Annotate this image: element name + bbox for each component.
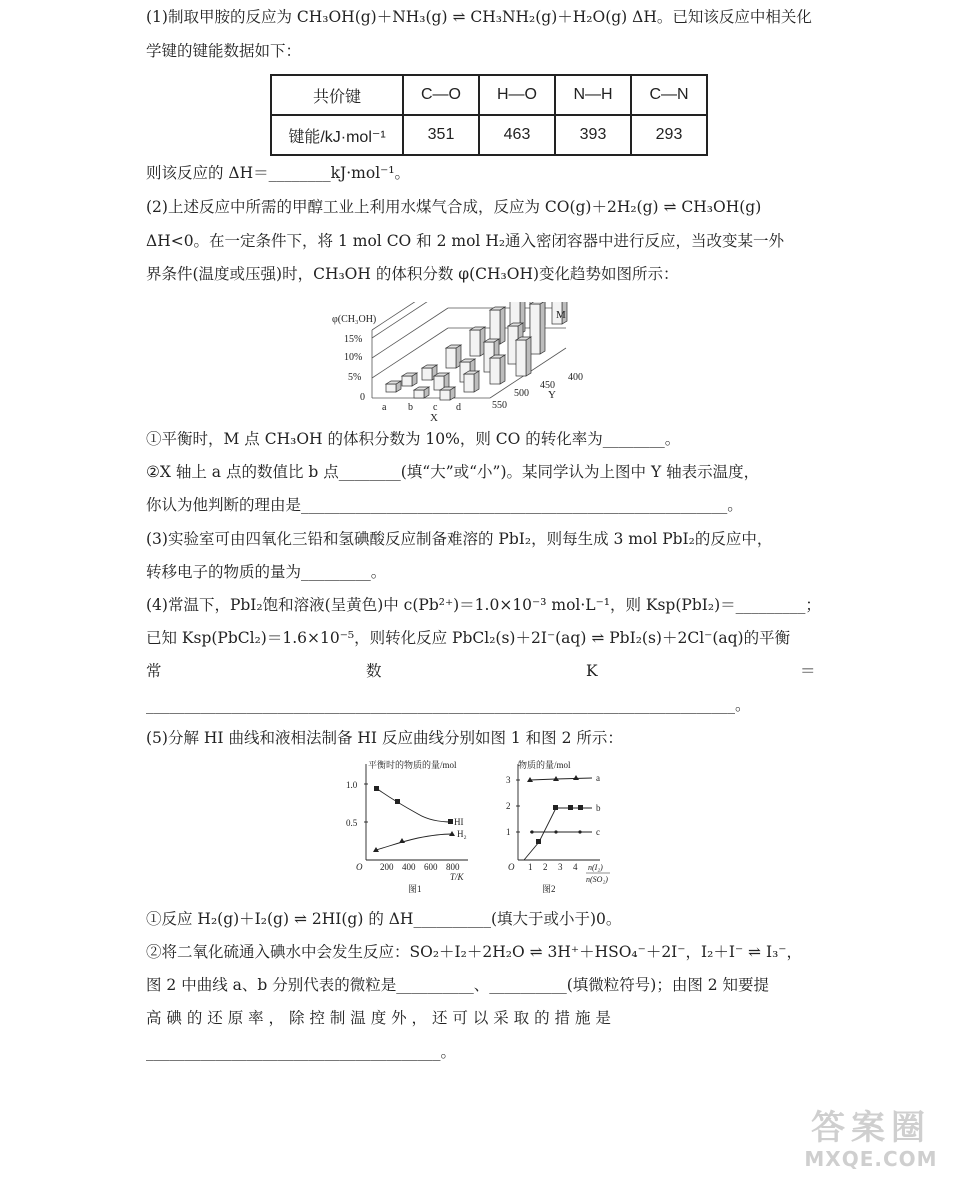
series-label-a: a (596, 773, 600, 783)
y-tick-label: 10% (344, 352, 363, 363)
figure-1-chart (340, 758, 475, 898)
q5-sub2d: ______________________________________。 (146, 1043, 457, 1061)
series-label-hi: HI (454, 817, 464, 827)
origin-label: O (356, 862, 363, 872)
y-axis-label: 平衡时的物质的量/mol (368, 760, 457, 770)
bar-3d-side (500, 355, 505, 384)
q4-line1: (4)常温下，PbI₂饱和溶液(呈黄色)中 c(Pb²⁺)＝1.0×10⁻³ mol·L⁻¹，则 Ksp(PbI₂)＝_________； (146, 596, 821, 614)
c-marker (530, 830, 533, 833)
series-label-c: c (596, 827, 600, 837)
q3-line1: (3)实验室可由四氧化三铅和氢碘酸反应制备难溶的 PbI₂，则每生成 3 mol PbI₂的反应中， (146, 530, 773, 548)
bar-3d (386, 384, 396, 392)
figure-caption: 图2 (542, 884, 556, 894)
q1-line3: 则该反应的 ΔH＝________kJ·mol⁻¹。 (146, 164, 411, 182)
watermark-logo (796, 1108, 946, 1174)
table-cell: 463 (479, 115, 555, 155)
y-category-label: 550 (492, 400, 507, 411)
q2-line2: ΔH<0。在一定条件下，将 1 mol CO 和 2 mol H₂通入密闭容器中进行反应，当改变某一外 (146, 232, 785, 250)
q2-line1: (2)上述反应中所需的甲醇工业上利用水煤气合成，反应为 CO(g)＋2H₂(g) ⇌ CH₃OH(g) (146, 198, 762, 216)
origin-label: O (508, 862, 515, 872)
q5-sub2c: 高 碘 的 还 原 率 ， 除 控 制 温 度 外 ， 还 可 以 采 取 的 措 施 是 (146, 1009, 611, 1027)
q4-line3-part: K (586, 662, 598, 680)
y-tick-label: 1.0 (346, 780, 358, 790)
x-axis-label-denominator: n(SO₂) (586, 875, 608, 884)
table-cell: 共价键 (271, 75, 403, 115)
x-tick-label: 4 (573, 862, 578, 872)
y-axis-label: φ(CH₃OH) (332, 314, 377, 325)
q5-sub2a: ②将二氧化硫通入碘水中会发生反应：SO₂＋I₂＋2H₂O ⇌ 3H⁺＋HSO₄⁻＋2I⁻，I₂＋I⁻ ⇌ I₃⁻， (146, 943, 802, 961)
y-tick-label: 0 (360, 392, 365, 403)
watermark-url: MXQE.COM (804, 1147, 938, 1171)
table-header-row (271, 75, 707, 115)
q4-line4: ____________________________________________________________________________。 (146, 696, 751, 714)
table-cell: 351 (403, 115, 479, 155)
x-axis-label: T/K (450, 872, 464, 882)
y-tick-label: 3 (506, 775, 511, 785)
x-tick-label: 200 (380, 862, 394, 872)
q2-sub2a: ②X 轴上 a 点的数值比 b 点________(填“大”或“小”)。某同学认为上图中 Y 轴表示温度， (146, 463, 760, 481)
q4-line3-part: ＝ (800, 662, 816, 680)
bar-3d-side (500, 307, 505, 344)
table-cell: 393 (555, 115, 631, 155)
y-category-label: 450 (540, 380, 555, 391)
x-tick-label: 400 (402, 862, 416, 872)
bond-energy-table (270, 74, 708, 156)
q5-sub2b: 图 2 中曲线 a、b 分别代表的微粒是__________、__________(填微粒符号)；由图 2 知要提 (146, 976, 770, 994)
q2-sub2b: 你认为他判断的理由是_______________________________________________________。 (146, 496, 743, 514)
hi-marker (374, 786, 379, 791)
q1-line1: (1)制取甲胺的反应为 CH₃OH(g)＋NH₃(g) ⇌ CH₃NH₂(g)＋H₂O(g) ΔH。已知该反应中相关化 (146, 8, 812, 26)
table-row (271, 115, 707, 155)
h2-marker (399, 838, 405, 843)
y-tick-label: 15% (344, 334, 363, 345)
bar-3d (490, 358, 500, 384)
bar-3d (422, 368, 432, 380)
x-tick-label: 600 (424, 862, 438, 872)
x-category-label: a (382, 402, 387, 413)
y-tick-label: 0.5 (346, 818, 358, 828)
x-category-label: d (456, 402, 461, 413)
q4-line3-part: 常 (146, 662, 162, 680)
depth-axis-label: Y (548, 389, 556, 401)
q4-line3-part: 数 (366, 662, 382, 680)
q5-line1: (5)分解 HI 曲线和液相法制备 HI 反应曲线分别如图 1 和图 2 所示： (146, 729, 623, 747)
b-marker (553, 805, 558, 810)
bar-3d-side (540, 302, 545, 354)
x-category-label: c (433, 402, 438, 413)
q4-line2: 已知 Ksp(PbCl₂)＝1.6×10⁻⁵，则转化反应 PbCl₂(s)＋2I⁻(aq) ⇌ PbI₂(s)＋2Cl⁻(aq)的平衡 (146, 629, 791, 647)
b-marker (568, 805, 573, 810)
bar-3d-side (526, 337, 531, 376)
b-marker (536, 839, 541, 844)
table-cell: C—N (631, 75, 707, 115)
x-axis-label: X (430, 412, 438, 424)
y-tick-label: 1 (506, 827, 511, 837)
bar-3d (530, 304, 540, 354)
bar-3d (470, 330, 480, 356)
a-marker (573, 775, 579, 780)
bar-3d (402, 376, 412, 386)
point-label-m: M (556, 309, 566, 321)
table-cell: C—O (403, 75, 479, 115)
y-tick-label: 2 (506, 801, 511, 811)
x-axis-label-numerator: n(I₂) (588, 863, 603, 872)
hi-marker (395, 799, 400, 804)
x-tick-label: 800 (446, 862, 460, 872)
figure-caption: 图1 (408, 884, 422, 894)
table-cell: H—O (479, 75, 555, 115)
table-cell: N—H (555, 75, 631, 115)
table-cell: 293 (631, 115, 707, 155)
c-marker (554, 830, 557, 833)
series-label-b: b (596, 803, 601, 813)
c-marker (578, 830, 581, 833)
bar-3d (414, 390, 424, 398)
bar-3d-side (474, 371, 479, 392)
bar-3d (446, 348, 456, 368)
h2-marker (449, 831, 455, 836)
table-cell: 键能/kJ·mol⁻¹ (271, 115, 403, 155)
hi-marker (448, 819, 453, 824)
x-category-label: b (408, 402, 413, 413)
x-tick-label: 1 (528, 862, 533, 872)
y-axis-label: 物质的量/mol (518, 760, 571, 770)
y-category-label: 500 (514, 388, 529, 399)
figure-2-chart (496, 758, 616, 898)
bar-3d (464, 374, 474, 392)
x-tick-label: 2 (543, 862, 548, 872)
bar-3d (440, 390, 450, 400)
q2-line3: 界条件(温度或压强)时，CH₃OH 的体积分数 φ(CH₃OH)变化趋势如图所示： (146, 265, 679, 283)
series-label-h2: H₂ (457, 829, 467, 839)
q1-line2: 学键的键能数据如下： (146, 42, 302, 60)
bar-3d (434, 376, 444, 390)
q3-line2: 转移电子的物质的量为_________。 (146, 563, 387, 581)
bar-3d (516, 340, 526, 376)
figure-3d-bar-chart (330, 302, 600, 424)
q2-sub1: ①平衡时，M 点 CH₃OH 的体积分数为 10%，则 CO 的转化率为________。 (146, 430, 681, 448)
x-tick-label: 3 (558, 862, 563, 872)
y-category-label: 400 (568, 372, 583, 383)
watermark-text: 答案圈 (811, 1108, 931, 1148)
y-tick-label: 5% (348, 372, 362, 383)
b-marker (578, 805, 583, 810)
q5-sub1: ①反应 H₂(g)＋I₂(g) ⇌ 2HI(g) 的 ΔH__________(填大于或小于)0。 (146, 910, 622, 928)
